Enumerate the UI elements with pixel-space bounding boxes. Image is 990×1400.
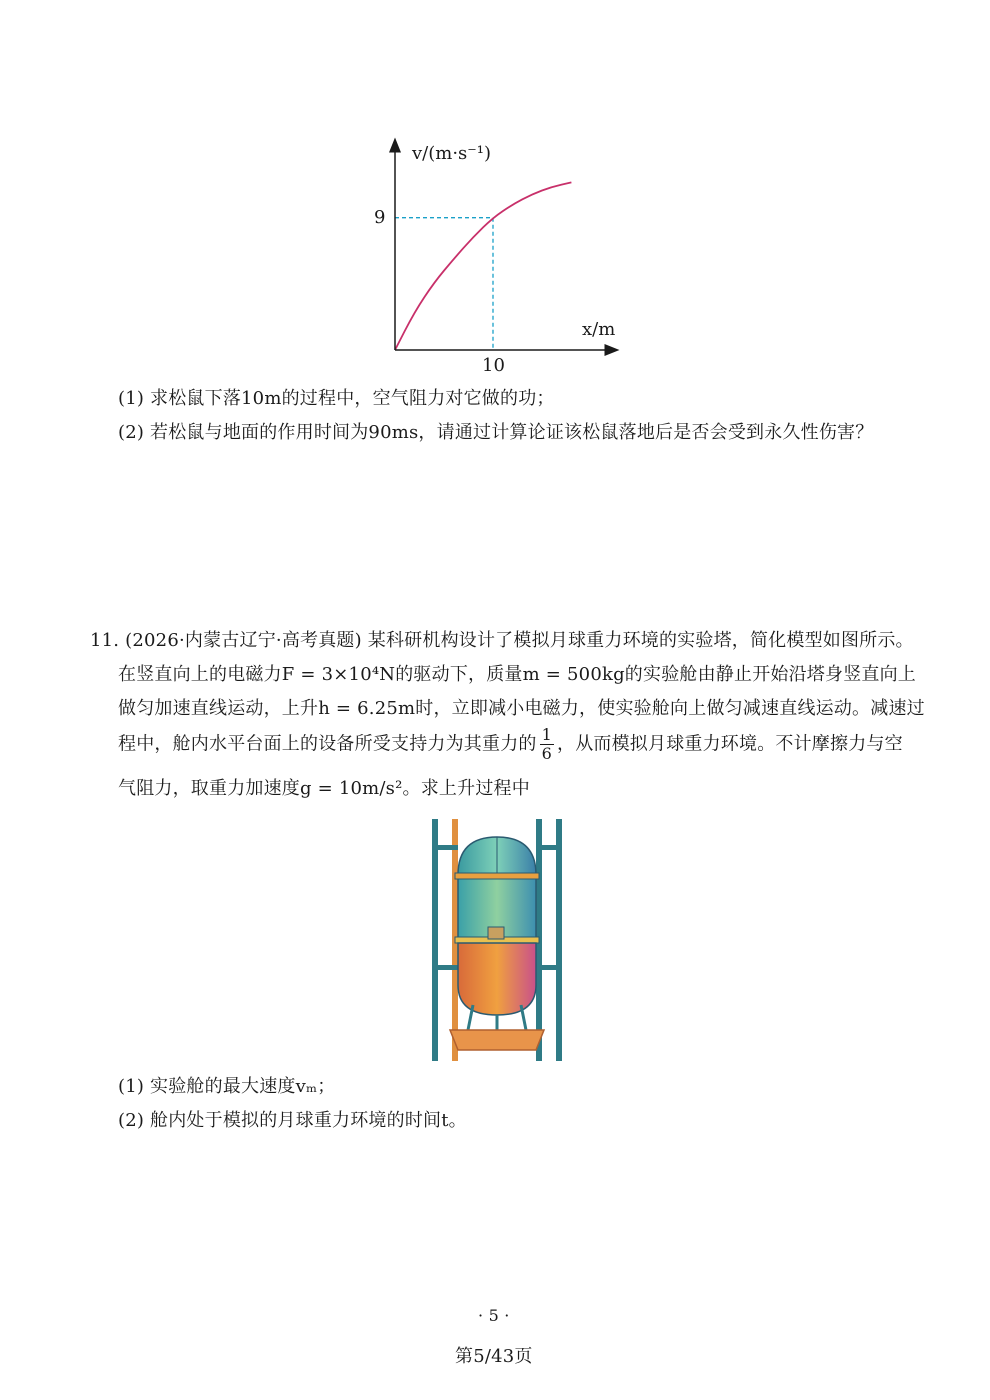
page-count: 第5/43页 <box>455 1346 533 1367</box>
tower-rail-right-outer <box>556 819 562 1061</box>
q11-line-4-after: ，从而模拟月球重力环境。不计摩擦力与空 <box>557 733 903 755</box>
capsule-internal-device <box>488 927 504 939</box>
x-tick-label-10: 10 <box>482 355 505 376</box>
capsule-base-platform <box>450 1030 544 1050</box>
velocity-curve <box>395 182 571 350</box>
q11-line-1: 11. (2026·内蒙古辽宁·高考真题) 某科研机构设计了模拟月球重力环境的实验塔，简化模型如图所示。 <box>90 630 914 651</box>
q11-line-5: 气阻力，取重力加速度g = 10m/s²。求上升过程中 <box>118 778 530 799</box>
q11-line-4-before: 程中，舱内水平台面上的设备所受支持力为其重力的 <box>118 733 537 755</box>
experiment-tower-illustration <box>428 815 568 1065</box>
y-tick-label-9: 9 <box>374 207 386 228</box>
capsule-lower-section <box>458 943 536 1015</box>
y-axis-label: v/(m·s⁻¹) <box>412 143 492 164</box>
x-axis-label: x/m <box>582 319 616 340</box>
q11-subquestion-2: (2) 舱内处于模拟的月球重力环境的时间t。 <box>118 1110 467 1131</box>
q11-line-4 <box>118 726 903 763</box>
q10-subquestion-2: (2) 若松鼠与地面的作用时间为90ms，请通过计算论证该松鼠落地后是否会受到永久性伤害？ <box>118 422 874 443</box>
velocity-displacement-chart <box>360 135 650 380</box>
fraction-one-sixth <box>540 726 554 763</box>
tower-rail-left-outer <box>432 819 438 1061</box>
q11-line-2: 在竖直向上的电磁力F = 3×10⁴N的驱动下，质量m = 500kg的实验舱由静止开始沿塔身竖直向上 <box>118 664 916 685</box>
fraction-numerator: 1 <box>541 725 552 744</box>
capsule-ring-top <box>455 873 539 879</box>
q11-line-3: 做匀加速直线运动，上升h = 6.25m时，立即减小电磁力，使实验舱向上做匀减速直线运动。减速过 <box>118 698 925 719</box>
q11-subquestion-1: (1) 实验舱的最大速度vₘ； <box>118 1076 336 1097</box>
q10-subquestion-1: (1) 求松鼠下落10m的过程中，空气阻力对它做的功； <box>118 388 555 409</box>
fraction-denominator: 6 <box>541 744 552 763</box>
page-marker: · 5 · <box>478 1306 510 1325</box>
